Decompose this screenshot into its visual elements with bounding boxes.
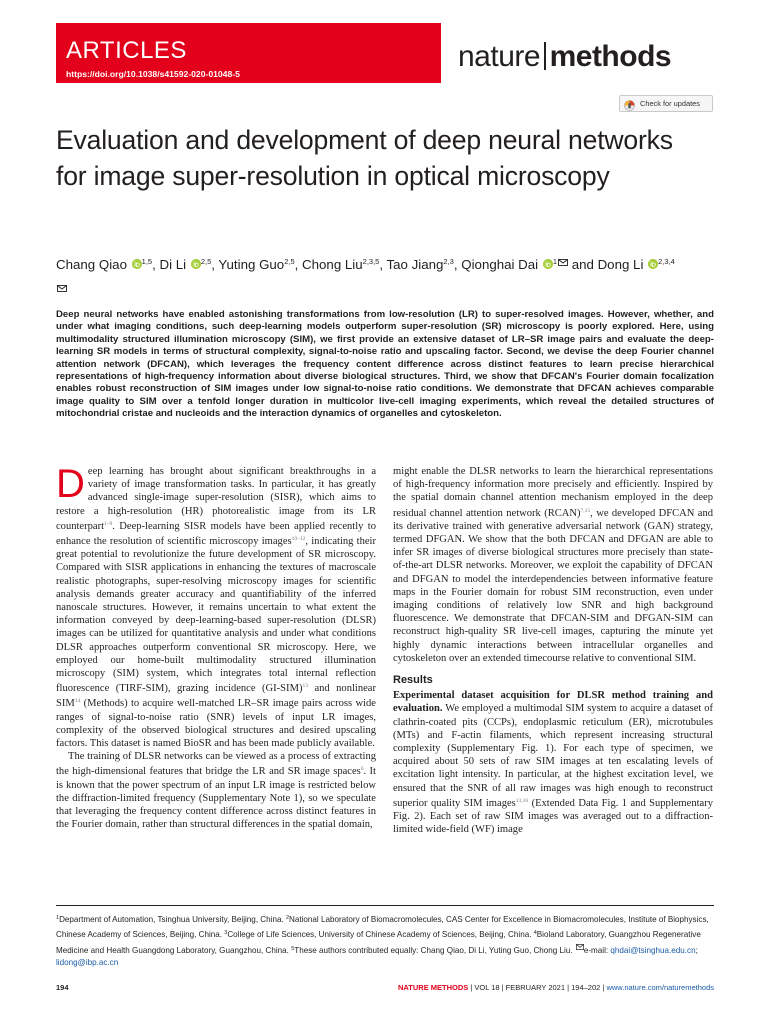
author[interactable] <box>387 257 454 272</box>
affiliations: $^1$Department of Automation, Tsinghua University, Beijing, China. $^2$National Laboratory of Biomacromolecules, CAS Center for Excellence in Biomacromolecules, Institute of Biophysics, Chinese Academy of Sciences, Beijing, China. $^3$College of Life Sciences, University of Chinese Academy of Sciences, Beijing, China. $^4$Bioland Laboratory, Guangzhou Regenerative Medicine and Health Guangdong Laboratory, Guangzhou, China. $^5$These authors contributed equally: Chang Qiao, Di Li, Yuting Guo, Chong Liu. e-mail: qhdai@tsinghua.edu.cn; lidong@ibp.ac.cn <box>56 915 709 968</box>
author-name: Chang Qiao <box>56 257 127 272</box>
email-link-2[interactable]: lidong@ibp.ac.cn <box>56 958 119 968</box>
crossmark-icon <box>624 98 635 109</box>
author-list <box>56 250 676 302</box>
article-title: Evaluation and development of deep neural networks for image super-resolution in optical microscopy <box>56 125 673 191</box>
footer-divider <box>56 905 714 906</box>
author-name: Chong Liu <box>302 257 363 272</box>
author[interactable] <box>160 257 212 272</box>
orcid-icon[interactable] <box>648 259 658 269</box>
affiliation-marker: 2,3,5 <box>362 257 380 266</box>
citation[interactable]: 14 <box>74 698 81 705</box>
citation[interactable]: 6 <box>360 766 364 773</box>
intro-paragraph-1: Deep learning has brought about significant breakthroughs in a variety of image transformation tasks. In particular, it has greatly advanced single-image super-resolution (SISR), which aims to restore a high-resolution (HR) photorealistic image from its LR counterpart$^{1-9}$. Deep-learning SISR models have been applied recently to enhance the resolution of scientific microscopy images$^{10-12}$, indicating their great potential to revolutionize the future development of SR microscopy. Compared with SISR applications in enhancing the textures of macroscale realistic photographs, super-resolving microscopy images for scientific analysis demands greater accuracy and quantifiability of the inferred nanoscale structures. However, it remains uncertain to what extent the information conveyed by deep-learning-based super-resolution (DLSR) images can be utilized for quantitative analysis and under what conditions DLSR approaches outperform conventional SR microscopy. Here, we employed our home-built multimodality structured illumination microscopy (SIM) system, which integrates total internal reflection fluorescence (TIRF-SIM), grazing incidence $(GI-SIM)^{13}$ and nonlinear SIM$^{14}$ (Methods) to acquire well-matched LR–SR image pairs across wide ranges of signal-to-noise ratio (SNR) levels of input LR images, complexity of the observed biological structures and desired upscaling factors. This dataset is named BioSR and has been made publicly available. <box>56 462 376 750</box>
author[interactable] <box>56 257 152 272</box>
author-separator: , <box>379 257 387 272</box>
check-for-updates-button[interactable] <box>619 95 713 112</box>
running-footer <box>398 983 714 992</box>
affiliation-marker: 1,5 <box>141 257 153 266</box>
author[interactable] <box>218 257 294 272</box>
orcid-icon[interactable] <box>543 259 553 269</box>
page-number: 194 <box>56 983 69 992</box>
author-name: Tao Jiang <box>386 257 444 272</box>
citation[interactable]: 13 <box>302 683 308 690</box>
footer-journal-name: NATURE METHODS <box>398 983 469 992</box>
email-link-1[interactable]: qhdai@tsinghua.edu.cn <box>610 945 696 955</box>
journal-logo[interactable] <box>458 40 671 74</box>
author-separator: , <box>152 257 160 272</box>
journal-logo-word-methods: methods <box>549 40 672 73</box>
author[interactable] <box>461 257 568 272</box>
author-name: Qionghai Dai <box>461 257 539 272</box>
author-name: Di Li <box>159 257 187 272</box>
affiliation-marker: 2,5 <box>200 257 212 266</box>
journal-logo-divider <box>544 42 546 70</box>
author-separator: , <box>453 257 462 272</box>
journal-url-link[interactable]: www.nature.com/naturemethods <box>606 983 714 992</box>
author[interactable] <box>302 257 379 272</box>
results-paragraph-1: Experimental dataset acquisition for DLSR method training and evaluation. We employed a multimodal SIM system to acquire a dataset of clathrin-coated pits (CCPs), endoplasmic reticulum (ER), microtubules (MTs) and F-actin filaments, which represent increasing structural complexity (Supplementary Fig. 1). For each type of specimen, we acquired about 50 sets of raw SIM images at ten escalating levels of excitation light intensity. In particular, at the highest excitation level, we ensured that the SNR of all raw images was high enough to reconstruct superior quality SIM images$^{13,16}$ (Extended Data Fig. 1 and Supplementary Fig. 2). Each set of raw SIM images was averaged out to a diffraction-limited wide-field (WF) image <box>393 690 713 836</box>
section-label: ARTICLES <box>66 37 187 64</box>
body-column-left <box>56 462 376 831</box>
intro-paragraph-3: might enable the DLSR networks to learn the hierarchical representations of high-frequency information more precisely and efficiently. Inspired by the spatial domain channel attention mechanism employed in the deep residual channel attention network (RCAN)$^{7,15}$, we developed DFCAN and its derivative trained with generative adversarial network (GAN) strategy, termed DFGAN. We show that the both DFCAN and DFGAN are able to infer SR images of diverse biological structures more precisely than state-of-the-art DLSR networks. Moreover, we exploit the capability of DFCAN and DFGAN to model the interdependencies between informative feature maps in the Fourier domain for robust SIM reconstruction, even under imaging conditions of relatively low SNR and high background fluorescence. We demonstrate that DFCAN-SIM and DFGAN-SIM can reconstruct high-quality SR live-cell images, capturing the minute yet highly dynamic interactions between intracellular organelles and cytoskeleton over an extended timecourse relative to conventional SIM. <box>393 466 713 664</box>
subsection-runin-heading: Experimental dataset acquisition for DLSR method training and evaluation. <box>393 690 713 715</box>
results-heading: Results <box>393 674 433 687</box>
author-name: Yuting Guo <box>218 257 285 272</box>
author-separator: and <box>568 257 598 272</box>
affiliation-marker: 2,3 <box>443 257 454 266</box>
articles-banner <box>56 23 441 83</box>
citation[interactable]: 10–12 <box>291 536 306 543</box>
check-for-updates-label: Check for updates <box>640 99 700 108</box>
author-separator: , <box>211 257 219 272</box>
journal-logo-word-nature: nature <box>458 40 541 73</box>
affiliation-marker: 2,5 <box>284 257 295 266</box>
orcid-icon[interactable] <box>191 259 201 269</box>
intro-paragraph-2: The training of DLSR networks can be viewed as a process of extracting the high-dimensional features that bridge the LR and SR image spaces$^6$. It is known that the power spectrum of an input LR image is restricted below the diffraction-limited frequency (Supplementary Note 1), so we speculate that leveraging the frequency content difference across distinct features in the Fourier domain, rather than structural differences in the spatial domain, <box>56 751 376 831</box>
doi-link[interactable]: https://doi.org/10.1038/s41592-020-01048-5 <box>66 69 240 79</box>
author-name: Dong Li <box>597 257 644 272</box>
author-separator: , <box>294 257 303 272</box>
citation[interactable]: 13,16 <box>515 797 529 804</box>
affiliation-marker: 1 <box>552 257 557 266</box>
citation[interactable]: 1–9 <box>104 520 113 527</box>
abstract: Deep neural networks have enabled astonishing transformations from low-resolution (LR) to super-resolved images. However, whether, and under what imaging conditions, such deep-learning models outperform super-resolution (SR) microscopy is poorly explored. Here, using multimodality structured illumination microscopy (SIM), we first provide an extensive dataset of LR–SR image pairs and evaluate the deep-learning SR models in terms of structural complexity, signal-to-noise ratio and upscaling factor. Second, we devise the deep Fourier channel attention network (DFCAN), which leverages the frequency content difference across distinct features to learn precise hierarchical representations of high-frequency information about diverse biological structures. Third, we show that DFCAN's Fourier domain focalization enables robust reconstruction of SIM images under low signal-to-noise ratio conditions. We demonstrate that DFCAN achieves comparable image quality to SIM over a tenfold longer duration in multicolor live-cell imaging experiments, which reveal the detailed structures of mitochondrial cristae and nucleoids and the interaction dynamics of organelles and cytoskeleton. <box>56 309 714 420</box>
affiliation-marker: 2,3,4 <box>658 257 675 266</box>
envelope-icon[interactable] <box>558 250 568 273</box>
body-column-right <box>393 465 713 836</box>
orcid-icon[interactable] <box>132 259 142 269</box>
envelope-icon[interactable] <box>57 276 67 299</box>
envelope-icon <box>576 942 584 955</box>
citation[interactable]: 7,15 <box>580 507 591 514</box>
footer-issue-info: | VOL 18 | FEBRUARY 2021 | 194–202 | <box>468 983 607 992</box>
drop-cap: D <box>56 462 85 506</box>
